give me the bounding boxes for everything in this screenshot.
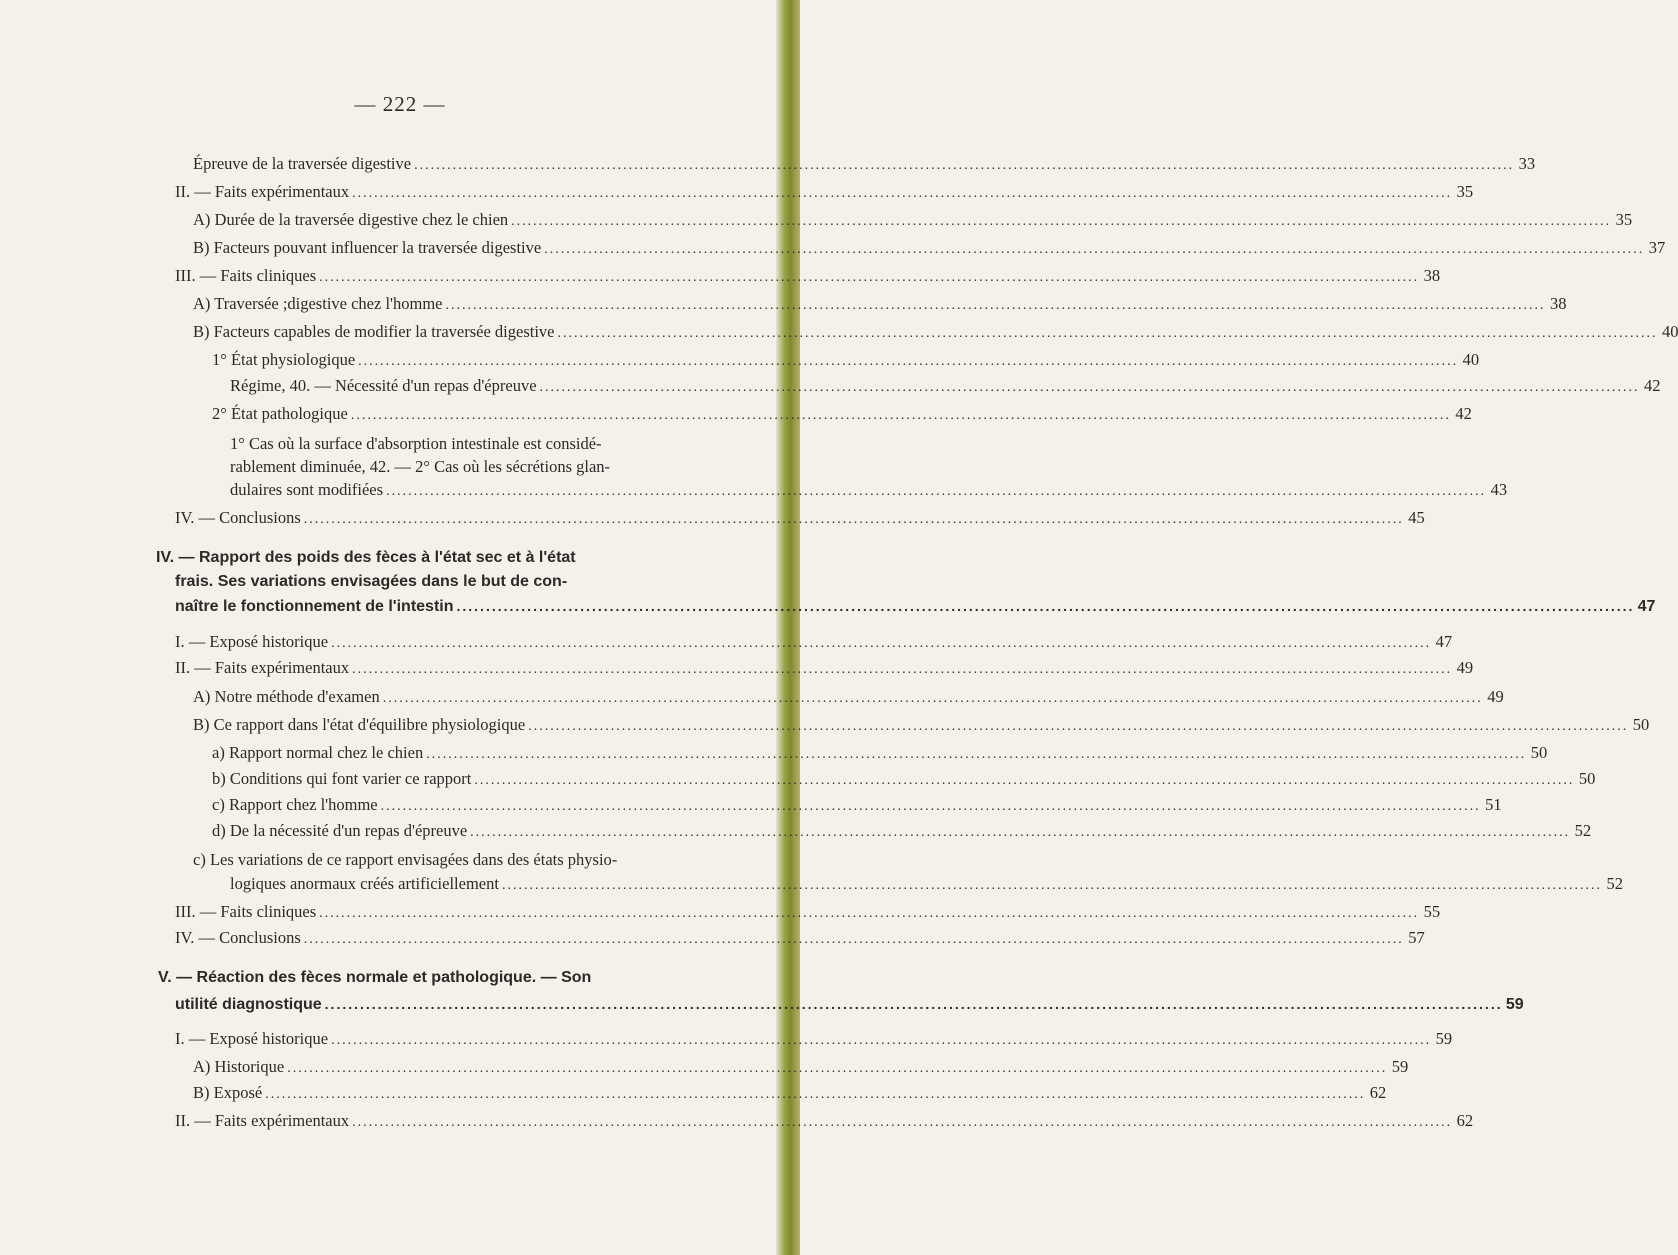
toc-entry [230, 375, 1661, 399]
toc-entry [193, 321, 1678, 345]
toc-entry-title: dulaires sont modifiées [230, 480, 384, 499]
toc-entry [212, 768, 1596, 792]
toc-entry-page: 43 [1490, 480, 1508, 499]
toc-entry-title: I. — Exposé historique [175, 1029, 329, 1048]
toc-entry-page: 35 [1615, 210, 1633, 229]
toc-entry-title: A) Historique [193, 1057, 285, 1076]
toc-entry-page: 57 [1408, 928, 1425, 947]
toc-entry [175, 901, 1441, 925]
toc-entry [175, 927, 1425, 951]
toc-entry [212, 742, 1548, 766]
toc-entry-title: A) Durée de la traversée digestive chez le chien [193, 210, 509, 229]
toc-entry-page: 59 [1435, 1029, 1453, 1048]
toc-entry-page: 52 [1574, 821, 1592, 840]
toc-entry-page: 47 [1637, 598, 1656, 615]
toc-entry-page: 47 [1435, 632, 1453, 651]
toc-entry-page: 49 [1456, 658, 1474, 677]
toc-entry [212, 349, 1480, 373]
toc-entry [193, 686, 1504, 710]
toc-entry [193, 1056, 1409, 1080]
toc-entry-title: 2° État pathologique [212, 404, 348, 423]
toc-entry-title: II. — Faits expérimentaux [175, 182, 350, 201]
toc-entry-title: d) De la nécessité d'un repas d'épreuve [212, 821, 468, 840]
toc-chapter-line: IV. — Rapport des poids des fèces à l'état sec et à l'état [156, 549, 576, 566]
toc-entry-page: 38 [1550, 294, 1567, 313]
toc-entry-page: 42 [1455, 404, 1472, 423]
toc-entry-title: B) Facteurs capables de modifier la traversée digestive [193, 322, 555, 341]
toc-entry-title: IV. — Conclusions [175, 928, 301, 947]
toc-entry-title: II. — Faits expérimentaux [175, 658, 350, 677]
page-number: — 222 — [354, 92, 446, 116]
toc-entry [193, 714, 1650, 738]
toc-entry-title: III. — Faits cliniques [175, 266, 317, 285]
toc-entry-page: 35 [1456, 182, 1474, 201]
toc-entry-page: 40 [1462, 350, 1480, 369]
toc-entry-page: 50 [1632, 715, 1650, 734]
toc-entry-page: 51 [1485, 795, 1502, 814]
toc-entry-page: 62 [1456, 1111, 1474, 1130]
toc-entry-title: III. — Faits cliniques [175, 902, 317, 921]
toc-entry-page: 62 [1369, 1083, 1387, 1102]
toc-entry-title: utilité diagnostique [175, 996, 322, 1013]
toc-entry [175, 1028, 1453, 1052]
toc-entry-title: Régime, 40. — Nécessité d'un repas d'épreuve [230, 376, 537, 395]
toc-entry-title: I. — Exposé historique [175, 632, 329, 651]
toc-entry [175, 507, 1425, 531]
toc-entry-title: b) Conditions qui font varier ce rapport [212, 769, 472, 788]
toc-entry [230, 873, 1623, 897]
toc-chapter [175, 993, 1524, 1016]
toc-chapter-line: V. — Réaction des fèces normale et pathologique. — Son [158, 969, 592, 986]
toc-entry-title: c) Rapport chez l'homme [212, 795, 378, 814]
toc-entry-page: 50 [1578, 769, 1596, 788]
toc-entry [230, 479, 1508, 503]
toc-entry-title: Épreuve de la traversée digestive [193, 154, 412, 173]
toc-entry-page: 38 [1423, 266, 1441, 285]
toc-entry [175, 1110, 1474, 1134]
toc-chapter-line: frais. Ses variations envisagées dans le but de con- [175, 573, 568, 590]
toc-entry-title: B) Facteurs pouvant influencer la traversée digestive [193, 238, 542, 257]
toc-chapter [175, 595, 1656, 618]
toc-entry-page: 50 [1530, 743, 1548, 762]
toc-entry-title: II. — Faits expérimentaux [175, 1111, 350, 1130]
toc-entry-page: 59 [1391, 1057, 1409, 1076]
toc-entry [212, 820, 1592, 844]
toc-entry-title: logiques anormaux créés artificiellement [230, 874, 499, 893]
toc-entry-title: B) Exposé [193, 1083, 263, 1102]
toc-entry-line: c) Les variations de ce rapport envisagées dans des états physio- [193, 850, 618, 869]
toc-entry [193, 153, 1536, 177]
toc-entry [193, 293, 1567, 317]
toc-entry [175, 265, 1441, 289]
toc-entry-page: 49 [1487, 687, 1504, 706]
toc-entry-title: A) Traversée ;digestive chez l'homme [193, 294, 443, 313]
toc-entry [212, 794, 1502, 818]
toc-entry-title: A) Notre méthode d'examen [193, 687, 380, 706]
toc-entry-page: 55 [1423, 902, 1441, 921]
toc-entry [175, 631, 1453, 655]
toc-entry [193, 1082, 1387, 1106]
toc-entry-page: 52 [1606, 874, 1623, 893]
toc-entry-page: 42 [1644, 376, 1661, 395]
toc-entry-line: rablement diminuée, 42. — 2° Cas où les sécrétions glan- [230, 457, 611, 476]
toc-entry-title: a) Rapport normal chez le chien [212, 743, 424, 762]
toc-entry [175, 657, 1474, 681]
toc-entry-title: naître le fonctionnement de l'intestin [175, 598, 454, 615]
toc-entry-page: 33 [1518, 154, 1536, 173]
toc-entry-title: IV. — Conclusions [175, 508, 301, 527]
toc-entry [175, 181, 1474, 205]
toc-entry-page: 40 [1661, 322, 1678, 341]
toc-entry-page: 59 [1505, 996, 1524, 1013]
toc-entry-page: 45 [1408, 508, 1425, 527]
toc-entry-title: B) Ce rapport dans l'état d'équilibre physiologique [193, 715, 526, 734]
toc-entry [193, 209, 1633, 233]
toc-entry-title: 1° État physiologique [212, 350, 356, 369]
toc-entry-page: 37 [1648, 238, 1666, 257]
toc-entry [212, 403, 1472, 427]
toc-entry [193, 237, 1666, 261]
toc-entry-line: 1° Cas où la surface d'absorption intestinale est considé- [230, 434, 602, 453]
